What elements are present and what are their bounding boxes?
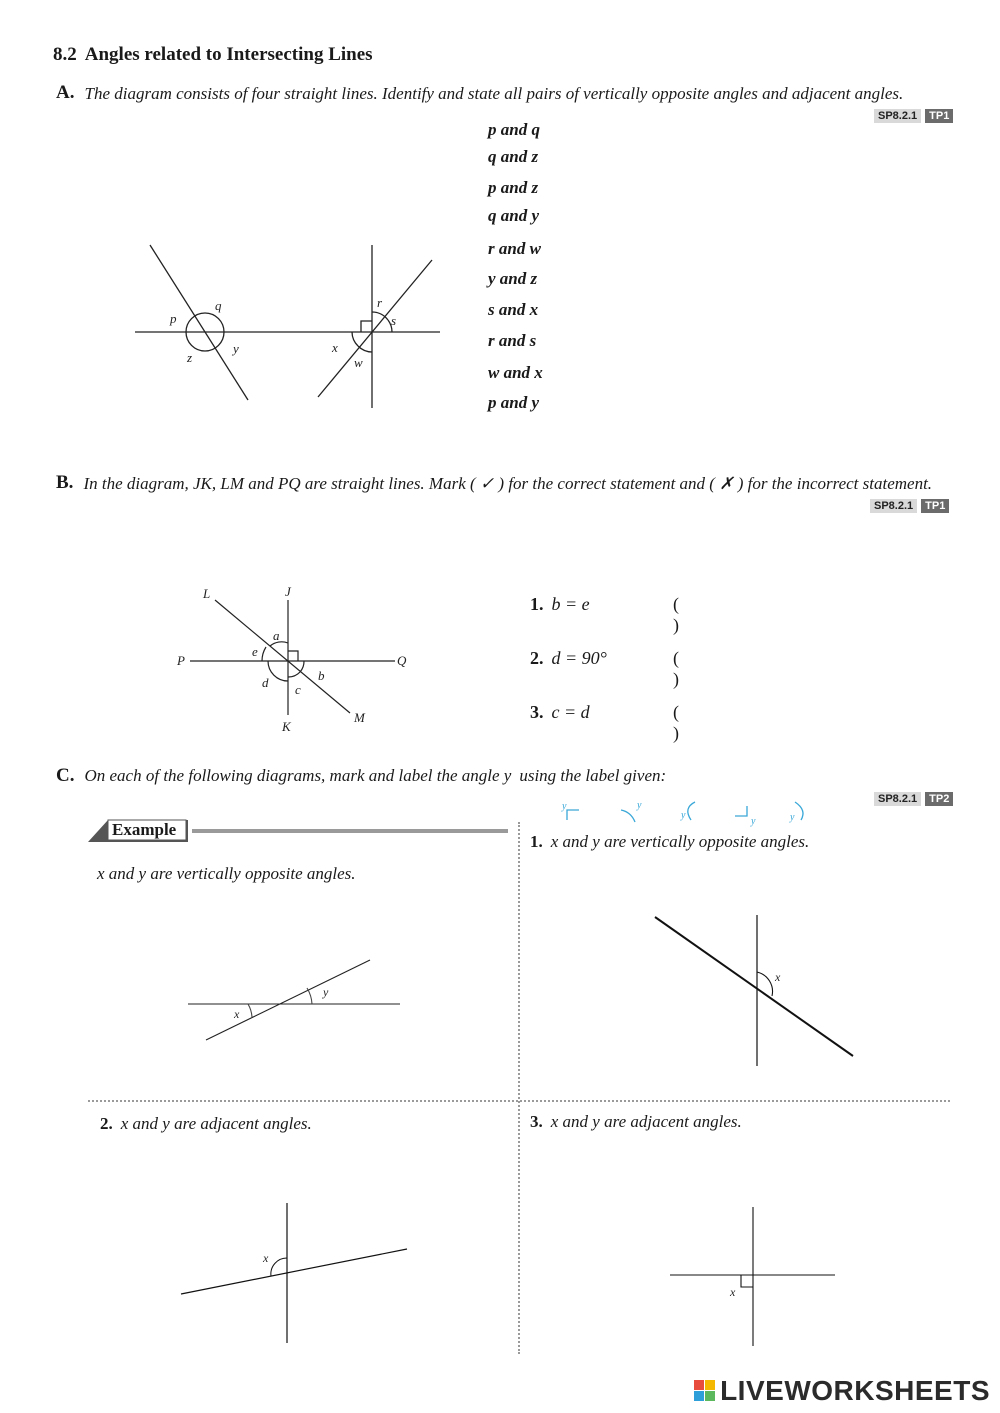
label-r: r [377, 295, 383, 310]
answer-box[interactable]: ( ) [673, 594, 679, 635]
label-P: P [177, 653, 185, 668]
label-z: z [187, 350, 193, 365]
answer-box[interactable]: ( ) [673, 648, 679, 689]
item-1-label-x: x [775, 970, 781, 984]
logo-text: LIVEWORKSHEETS [720, 1375, 990, 1406]
item-2: 2. x and y are adjacent angles. [100, 1114, 312, 1133]
pair-item[interactable]: r and w [488, 239, 541, 258]
pair-item[interactable]: q and y [488, 206, 539, 225]
item-1: 1. x and y are vertically opposite angles. [530, 832, 810, 851]
pair-item[interactable]: y and z [488, 269, 538, 288]
section-b-letter: B. [56, 472, 74, 493]
tp-badge: TP1 [925, 109, 953, 123]
statement-number: 3. [530, 702, 544, 722]
pair-item[interactable]: w and x [488, 363, 543, 382]
label-option-y[interactable]: y [751, 816, 756, 827]
section-a-letter: A. [56, 82, 75, 103]
label-x: x [332, 340, 338, 355]
tp-badge: TP1 [921, 499, 949, 513]
sp-badge: SP8.2.1 [870, 499, 917, 513]
label-option-y[interactable]: y [562, 801, 567, 812]
item-3: 3. x and y are adjacent angles. [530, 1112, 742, 1131]
liveworksheets-logo [694, 1375, 990, 1407]
sp-badge: SP8.2.1 [874, 109, 921, 123]
tp-badge: TP2 [925, 792, 953, 806]
label-a: a [273, 628, 280, 643]
label-option-y[interactable]: y [681, 810, 686, 821]
label-M: M [354, 710, 365, 725]
label-y: y [233, 341, 239, 356]
label-w: w [354, 355, 363, 370]
sp-badge: SP8.2.1 [874, 792, 921, 806]
label-option-y[interactable]: y [637, 800, 642, 811]
title-text: Angles related to Intersecting Lines [84, 44, 373, 65]
example-label-x: x [234, 1007, 240, 1021]
pair-item[interactable]: p and y [488, 393, 539, 412]
section-c-letter: C. [56, 765, 75, 786]
label-option-y[interactable]: y [790, 812, 795, 823]
label-K: K [282, 719, 291, 734]
section-c-text: On each of the following diagrams, mark and label the angle y [84, 766, 512, 785]
pair-item[interactable]: q and z [488, 147, 539, 166]
label-J: J [285, 584, 291, 599]
section-a-text: The diagram consists of four straight lines. Identify and state all pairs of vertically opposite angles and adjacent angles. [84, 84, 904, 103]
label-c: c [295, 682, 301, 697]
label-b: b [318, 668, 325, 683]
statement-expr: d = 90° [551, 648, 607, 668]
example-text: x and y are vertically opposite angles. [97, 864, 356, 883]
logo-icon [694, 1380, 716, 1402]
statement-expr: c = d [551, 702, 590, 722]
item-2-label-x: x [263, 1251, 269, 1265]
label-q: q [215, 298, 222, 313]
label-p: p [170, 311, 177, 326]
label-s: s [391, 313, 397, 328]
example-label-y: y [323, 985, 329, 999]
pair-item[interactable]: p and q [488, 120, 540, 139]
statement-number: 2. [530, 648, 544, 668]
statement-expr: b = e [551, 594, 590, 614]
answer-box[interactable]: ( ) [673, 702, 679, 743]
pair-item[interactable]: p and z [488, 178, 539, 197]
label-Q: Q [397, 653, 407, 668]
section-b-text: In the diagram, JK, LM and PQ are straight lines. Mark ( ✓ ) for the correct statement and ( ✗ ) for the incorrect statement. [83, 474, 933, 493]
label-d: d [262, 675, 269, 690]
example-heading: Example [112, 820, 177, 839]
label-L: L [203, 586, 211, 601]
item-3-label-x: x [730, 1285, 736, 1299]
pair-item[interactable]: s and x [488, 300, 539, 319]
pair-item[interactable]: r and s [488, 331, 537, 350]
section-c-text-tail: using the label given: [519, 766, 667, 785]
section-number: 8.2 [53, 44, 77, 65]
statement-number: 1. [530, 594, 544, 614]
label-e: e [252, 644, 258, 659]
